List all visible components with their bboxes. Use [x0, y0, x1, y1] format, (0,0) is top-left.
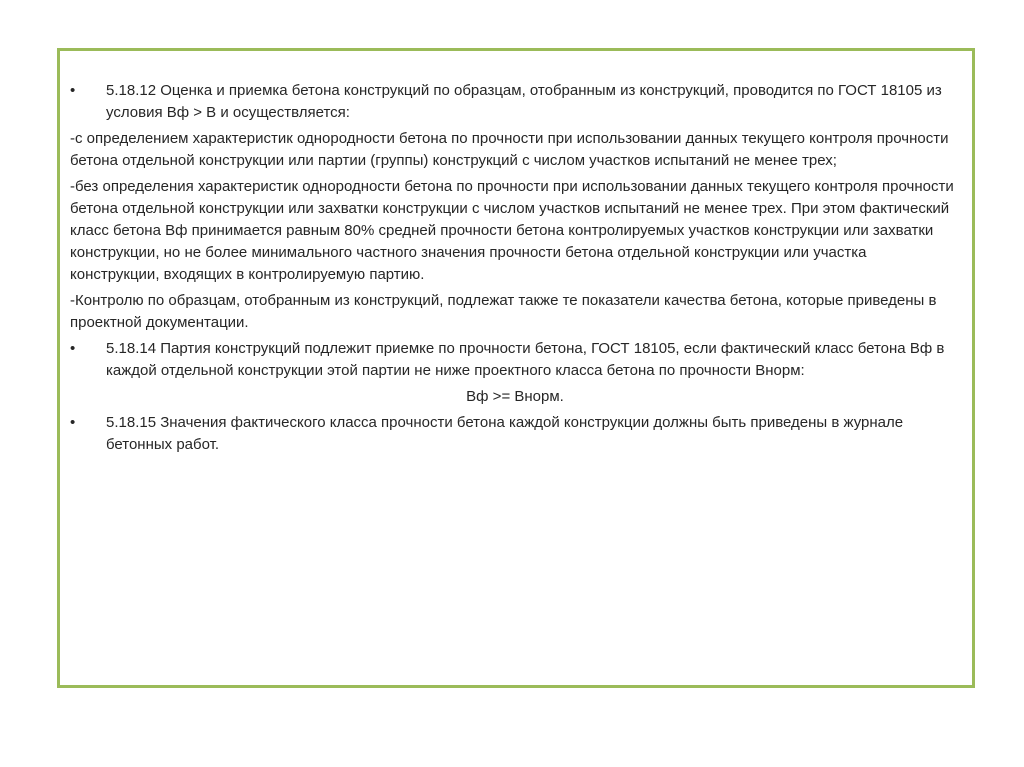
formula: Вф >= Внорм. [466, 388, 564, 405]
paragraph-with-uniformity: -с определением характеристик однородности бетона по прочности при использовании данных текущего контроля прочности бетона отдельной конструкции или партии (группы) конструкций с числом участков испытаний не менее трех; [70, 130, 949, 169]
paragraph-5-18-15 [70, 412, 960, 456]
paragraph-5-18-12 [70, 80, 960, 124]
paragraph-without-uniformity: -без определения характеристик однородности бетона по прочности при использовании данных текущего контроля прочности бетона отдельной конструкции или захватки конструкции с числом участков испытаний не менее трех. При этом фактический класс бетона Вф принимается равным 80% средней прочности бетона контролируемых участков конструкции или захватки конструкции, но не более минимального частного значения прочности бетона отдельной конструкции или участка конструкции, входящих в контролируемую партию. [70, 178, 954, 283]
paragraph-5-18-14 [70, 338, 960, 382]
bullet-icon: • [70, 82, 76, 99]
bullet-icon: • [70, 340, 76, 357]
paragraph-text: 5.18.14 Партия конструкций подлежит приемке по прочности бетона, ГОСТ 18105, если фактический класс бетона Вф в каждой отдельной конструкции этой партии не ниже проектного класса бетона по прочности Внорм: [106, 340, 945, 379]
paragraph-text: 5.18.12 Оценка и приемка бетона конструкций по образцам, отобранным из конструкций, проводится по ГОСТ 18105 из условия Вф > В и осуществляется: [106, 82, 942, 121]
paragraph-control-samples: -Контролю по образцам, отобранным из конструкций, подлежат также те показатели качества бетона, которые приведены в проектной документации. [70, 292, 937, 331]
paragraph-text: 5.18.15 Значения фактического класса прочности бетона каждой конструкции должны быть приведены в журнале бетонных работ. [106, 414, 904, 453]
slide-text-body [70, 80, 960, 460]
bullet-icon: • [70, 414, 76, 431]
